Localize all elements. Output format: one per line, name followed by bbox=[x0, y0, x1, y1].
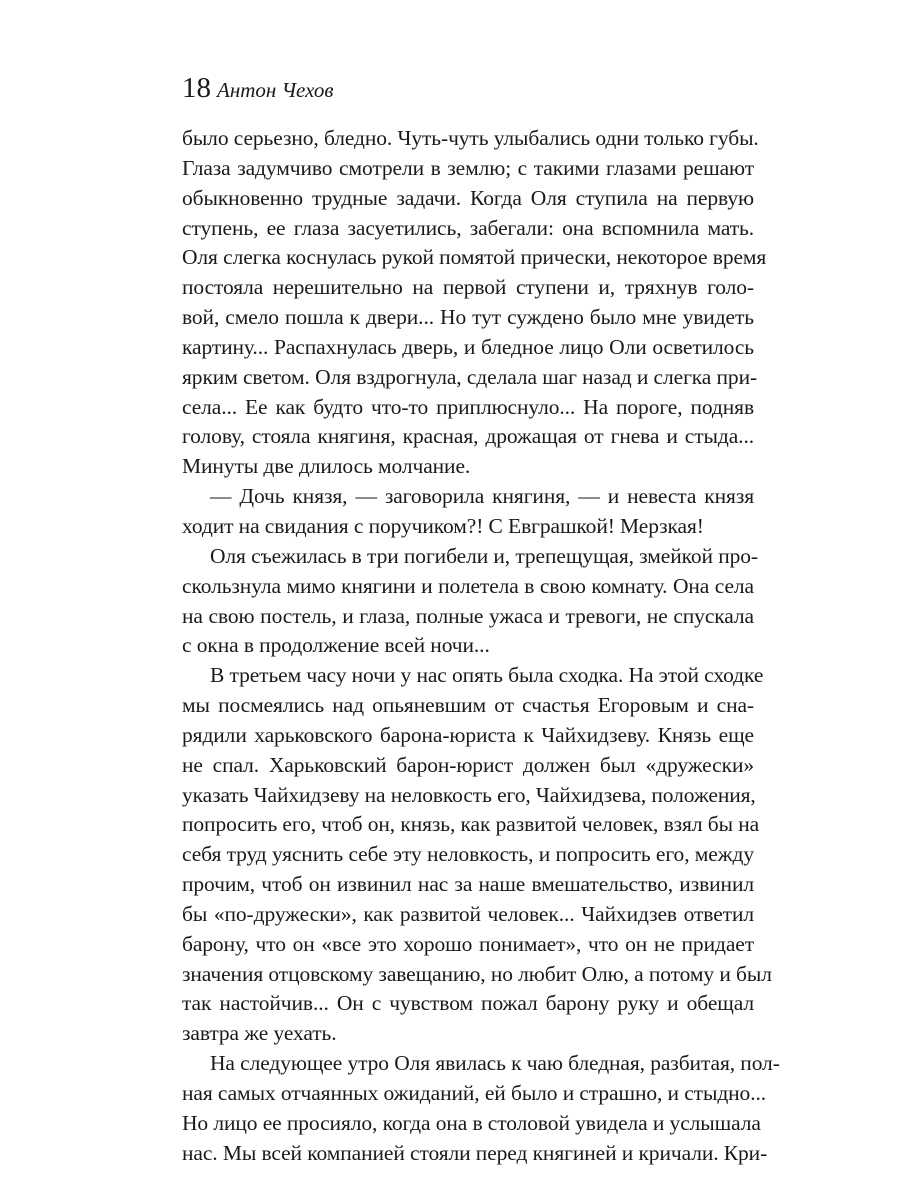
text-line: попросить его, чтоб он, князь, как развитой человек, взял бы на bbox=[182, 812, 760, 837]
text-line: на свою постель, и глаза, полные ужаса и тревоги, не спускала bbox=[182, 603, 754, 628]
text-line: ходит на свидания с поручиком?! С Евграшкой! Мерзкая! bbox=[182, 513, 704, 538]
text-line: барону, что он «все это хорошо понимает», что он не придает bbox=[182, 931, 754, 956]
text-line: ступень, ее глаза засуетились, забегали: она вспомнила мать. bbox=[182, 215, 754, 240]
text-line: — Дочь князя, — заговорила княгиня, — и невеста князя bbox=[210, 484, 754, 509]
text-line: голову, стояла княгиня, красная, дрожащая от гнева и стыда... bbox=[182, 424, 754, 449]
text-line: скользнула мимо княгини и полетела в свою комнату. Она села bbox=[182, 573, 754, 598]
text-line: было серьезно, бледно. Чуть-чуть улыбались одни только губы. bbox=[182, 126, 759, 150]
text-line: картину... Распахнулась дверь, и бледное лицо Оли осветилось bbox=[182, 334, 754, 359]
text-line: Оля съежилась в три погибели и, трепещущая, змейкой про- bbox=[210, 543, 758, 568]
body-text bbox=[182, 124, 780, 1169]
text-line: так настойчив... Он с чувством пожал барону руку и обещал bbox=[182, 991, 754, 1016]
text-line: Минуты две длилось молчание. bbox=[182, 454, 471, 479]
text-line: ная самых отчаянных ожиданий, ей было и страшно, и стыдно... bbox=[182, 1081, 767, 1105]
text-line: ярким светом. Оля вздрогнула, сделала шаг назад и слегка при- bbox=[182, 364, 758, 389]
text-line: постояла нерешительно на первой ступени и, тряхнув голо- bbox=[182, 275, 754, 300]
text-line: вой, смело пошла к двери... Но тут суждено было мне увидеть bbox=[182, 305, 754, 330]
text-line: Но лицо ее просияло, когда она в столовой увидела и услышала bbox=[182, 1110, 761, 1135]
text-line: завтра же уехать. bbox=[182, 1021, 337, 1046]
text-line: В третьем часу ночи у нас опять была сходка. На этой сходке bbox=[210, 663, 764, 688]
text-line: значения отцовскому завещанию, но любит Олю, а потому и был bbox=[182, 961, 772, 986]
text-line: нас. Мы всей компанией стояли перед княгиней и кричали. Кри- bbox=[182, 1140, 768, 1165]
text-line: мы посмеялись над опьяневшим от счастья Егоровым и сна- bbox=[182, 693, 754, 718]
text-line: Оля слегка коснулась рукой помятой прически, некоторое время bbox=[182, 245, 767, 270]
text-line: прочим, чтоб он извинил нас за наше вмешательство, извинил bbox=[182, 872, 754, 897]
text-line: села... Ее как будто что-то приплюснуло... На пороге, подняв bbox=[182, 394, 754, 419]
running-head bbox=[182, 74, 334, 103]
text-line: рядили харьковского барона-юриста к Чайхидзеву. Князь еще bbox=[182, 722, 754, 747]
text-line: Глаза задумчиво смотрели в землю; с такими глазами решают bbox=[182, 155, 754, 180]
page-number: 18 bbox=[182, 72, 211, 104]
running-title: Антон Чехов bbox=[217, 78, 334, 102]
text-line: указать Чайхидзеву на неловкость его, Чайхидзева, положения, bbox=[182, 782, 756, 807]
text-line: себя труд уяснить себе эту неловкость, и попросить его, между bbox=[182, 842, 754, 867]
text-line: бы «по-дружески», как развитой человек... Чайхидзев ответил bbox=[182, 901, 754, 926]
text-line: с окна в продолжение всей ночи... bbox=[182, 633, 490, 658]
text-line: не спал. Харьковский барон-юрист должен был «дружески» bbox=[182, 752, 754, 777]
text-line: На следующее утро Оля явилась к чаю бледная, разбитая, пол- bbox=[210, 1051, 780, 1076]
text-line: обыкновенно трудные задачи. Когда Оля ступила на первую bbox=[182, 185, 754, 210]
